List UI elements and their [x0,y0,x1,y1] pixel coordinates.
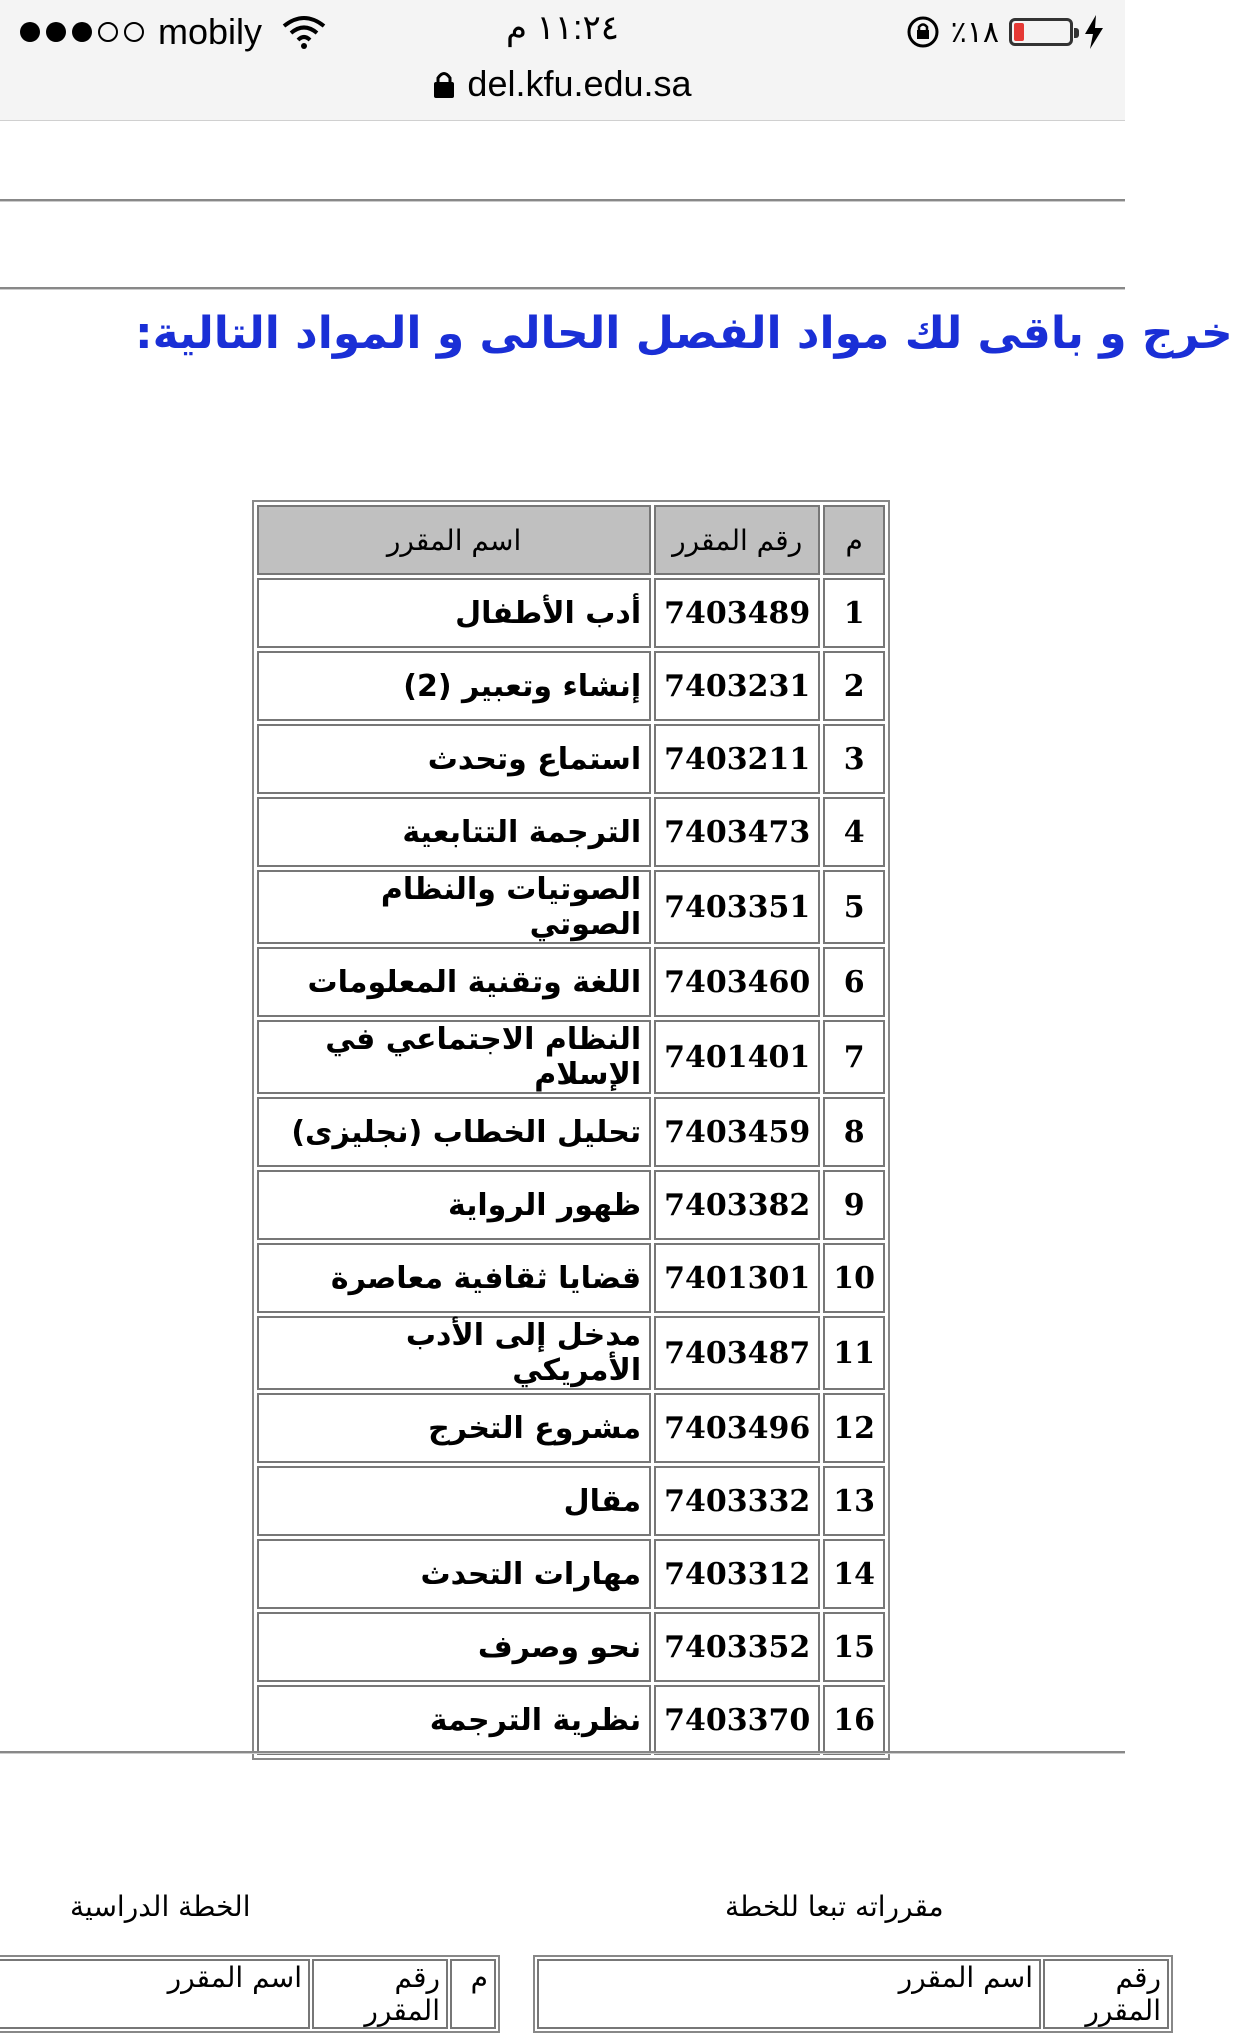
row-code: 7403231 [654,651,820,721]
row-num: 8 [823,1097,885,1167]
row-num: 3 [823,724,885,794]
divider [0,1751,1125,1754]
status-bar [0,0,1125,121]
row-code: 7403382 [654,1170,820,1240]
battery-level [1014,23,1024,41]
row-code: 7403473 [654,797,820,867]
row-name: تحليل الخطاب (نجليزى) [257,1097,651,1167]
carrier-name: mobily [158,11,263,52]
table-row [257,1612,885,1682]
table-row [257,1316,885,1390]
row-name: قضايا ثقافية معاصرة [257,1243,651,1313]
table-row [257,1393,885,1463]
row-code: 7403489 [654,578,820,648]
row-code: 7401401 [654,1020,820,1094]
courses-table [252,500,890,1760]
header-num: م [823,505,885,575]
header-num: م [450,1959,496,2029]
row-num: 11 [823,1316,885,1390]
row-num: 7 [823,1020,885,1094]
row-name: مدخل إلى الأدب الأمريكي [257,1316,651,1390]
row-num: 6 [823,947,885,1017]
row-num: 15 [823,1612,885,1682]
row-code: 7403352 [654,1612,820,1682]
courses-table-body [257,578,885,1755]
table-row [257,724,885,794]
row-num: 13 [823,1466,885,1536]
row-code: 7403370 [654,1685,820,1755]
header-name: اسم المقرر [537,1959,1041,2029]
row-name: اللغة وتقنية المعلومات [257,947,651,1017]
header-name: اسم المقرر [257,505,651,575]
row-name: مشروع التخرج [257,1393,651,1463]
table-row [257,870,885,944]
plan-courses-table [533,1955,1173,2033]
header-code: رقم المقرر [654,505,820,575]
row-name: استماع وتحدث [257,724,651,794]
row-name: الصوتيات والنظام الصوتي [257,870,651,944]
row-num: 16 [823,1685,885,1755]
row-num: 5 [823,870,885,944]
row-name: نحو وصرف [257,1612,651,1682]
table-row [257,1539,885,1609]
address-bar[interactable] [0,58,1125,110]
heading-container [0,308,1233,378]
table-row [257,578,885,648]
row-code: 7403459 [654,1097,820,1167]
divider [0,287,1125,290]
lock-icon [433,69,455,99]
row-name: مقال [257,1466,651,1536]
table-row [257,651,885,721]
row-code: 7403496 [654,1393,820,1463]
row-num: 10 [823,1243,885,1313]
row-name: نظرية الترجمة [257,1685,651,1755]
row-name: إنشاء وتعبير (2) [257,651,651,721]
row-num: 9 [823,1170,885,1240]
url-text[interactable]: del.kfu.edu.sa [467,63,692,104]
row-num: 2 [823,651,885,721]
table-row [257,1020,885,1094]
page-heading: خرج و باقى لك مواد الفصل الحالى و المواد التالية: [135,308,1233,359]
row-num: 4 [823,797,885,867]
row-name: أدب الأطفال [257,578,651,648]
row-code: 7403312 [654,1539,820,1609]
row-code: 7403351 [654,870,820,944]
table-row [257,1243,885,1313]
table-header-row [537,1959,1169,2029]
header-name: اسم المقرر [0,1959,310,2029]
table-header-row [0,1959,496,2029]
row-code: 7403332 [654,1466,820,1536]
header-code: رقم المقرر [1043,1959,1169,2029]
row-num: 12 [823,1393,885,1463]
plan-courses-label: مقرراته تبعا للخطة [725,1890,944,1923]
battery-icon [1009,18,1073,46]
table-row [257,947,885,1017]
row-name: الترجمة التتابعية [257,797,651,867]
row-name: النظام الاجتماعي في الإسلام [257,1020,651,1094]
table-row [257,1685,885,1755]
row-code: 7403487 [654,1316,820,1390]
row-code: 7403460 [654,947,820,1017]
divider [0,199,1125,202]
row-code: 7403211 [654,724,820,794]
study-plan-label: الخطة الدراسية [70,1890,251,1923]
charging-bolt-icon [1083,15,1105,49]
table-row [257,797,885,867]
rotation-lock-icon [905,14,941,50]
row-code: 7401301 [654,1243,820,1313]
header-code: رقم المقرر [312,1959,448,2029]
row-name: مهارات التحدث [257,1539,651,1609]
table-row [257,1466,885,1536]
row-name: ظهور الرواية [257,1170,651,1240]
table-header-row [257,505,885,575]
battery-percent: ٪١٨ [950,15,999,49]
row-num: 14 [823,1539,885,1609]
table-row [257,1097,885,1167]
table-row [257,1170,885,1240]
study-plan-table [0,1955,500,2033]
clock: ١١:٢٤ م [506,9,619,47]
row-num: 1 [823,578,885,648]
status-right [905,10,1105,54]
